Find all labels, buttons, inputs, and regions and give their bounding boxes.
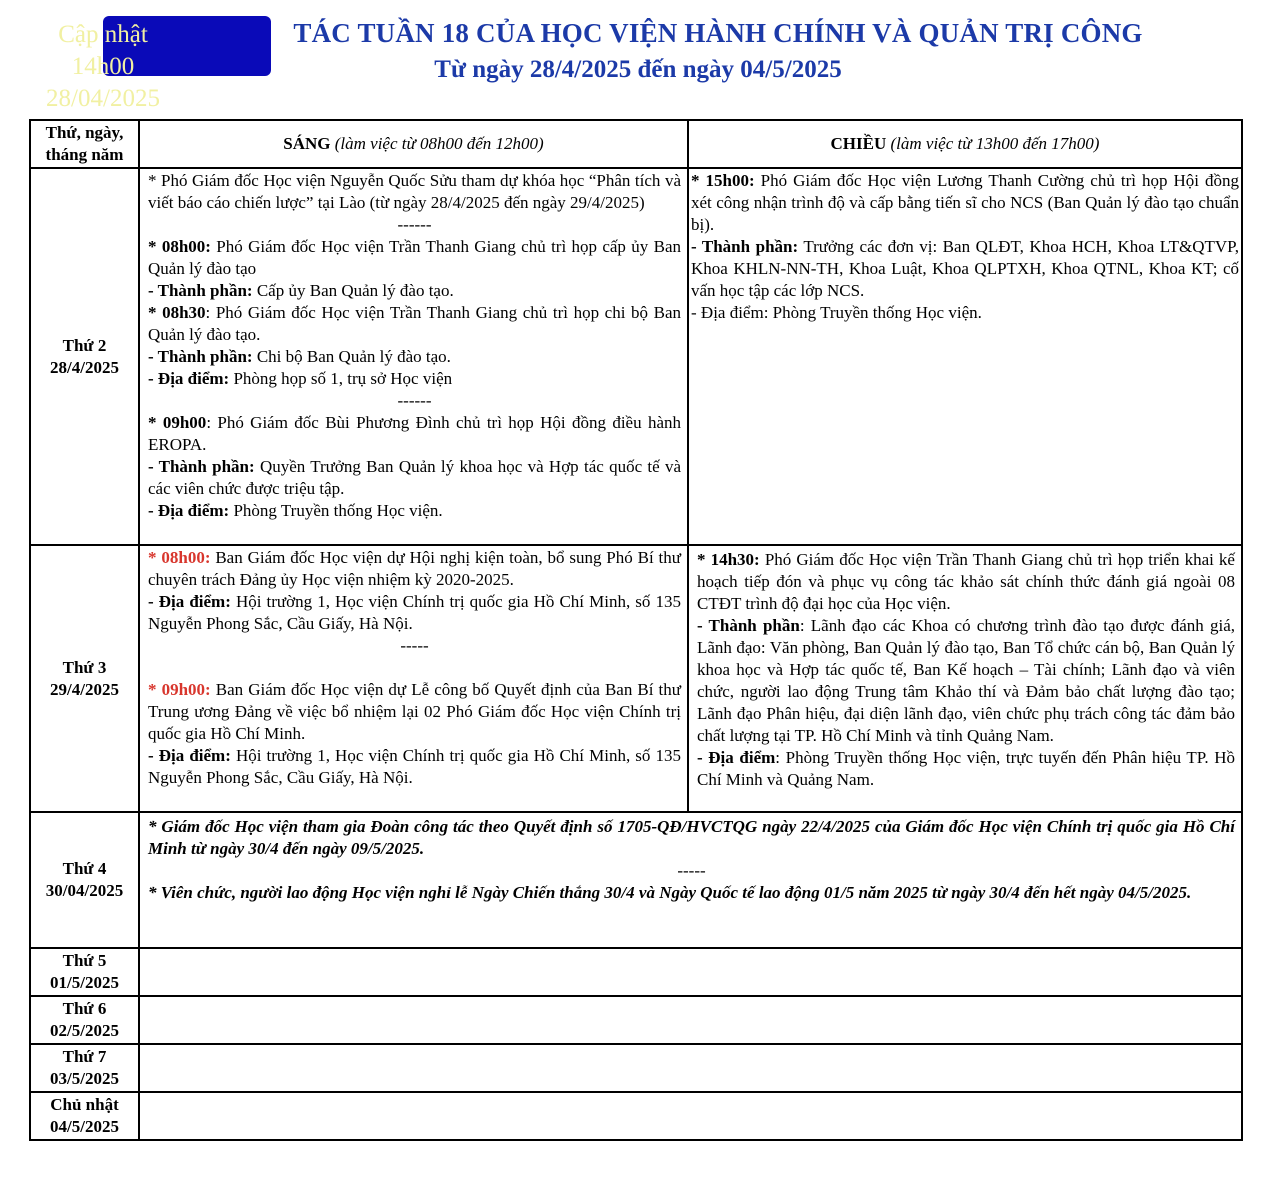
table-row [30,545,1242,812]
day-cell [30,996,139,1044]
event-text: Phó Giám đốc Học viện Trần Thanh Giang chủ trì họp triển khai kế hoạch tiếp đón và phục vụ công tác khảo sát chính thức đánh giá ngoài 08 CTĐT trình độ đại học của Học viện. [697,550,1235,613]
participants-text: Cấp ủy Ban Quản lý đào tạo. [252,281,454,300]
location-label: - Địa điểm: [148,369,230,388]
event-time: * 08h00: [148,237,211,256]
event-time: * 08h30 [148,303,206,322]
update-label: Cập nhật [58,21,148,48]
afternoon-cell [688,168,1242,545]
header-morning [139,120,688,168]
separator: ----- [400,636,429,655]
event-time: * 08h00: [148,548,211,567]
empty-cell [139,996,1242,1044]
day-cell [30,948,139,996]
update-date: 28/04/2025 [46,85,160,112]
event-item [691,170,1239,236]
empty-cell [139,1044,1242,1092]
event-time: * 09h00 [148,413,207,432]
event-text: Ban Giám đốc Học viện dự Hội nghị kiện toàn, bổ sung Phó Bí thư chuyên trách Đảng ủy Học viện nhiệm kỳ 2020-2025. [148,548,681,589]
day-date: 01/5/2025 [50,973,119,992]
participants-text: : Lãnh đạo các Khoa có chương trình đào tạo được đánh giá, Lãnh đạo: Văn phòng, Ban Quản lý đào tạo, Ban Tổ chức cán bộ, Ban Quản lý khoa học và Hợp tác quốc tế, Ban Kế hoạch – Tài chính; Lãnh đạo và viên chức, người lao động Trung tâm Khảo thí và Đảm bảo chất lượng đào tạo; Lãnh đạo Phân hiệu, đại diện lãnh đạo, viên chức phụ trách công tác đảm bảo chất lượng tại TP. Hồ Chí Minh và tỉnh Quảng Nam. [697,616,1236,745]
location-text: Phòng họp số 1, trụ sở Học viện [229,369,453,388]
location-text: Hội trường 1, Học viện Chính trị quốc gia Hồ Chí Minh, số 135 Nguyễn Phong Sắc, Cầu Giấy, Hà Nội. [148,592,681,633]
participants-label: - Thành phần: [691,237,799,256]
title-line-1: TÁC TUẦN 18 CỦA HỌC VIỆN HÀNH CHÍNH VÀ QUẢN TRỊ CÔNG [293,18,1143,48]
header-afternoon-hours: (làm việc từ 13h00 đến 17h00) [890,134,1100,153]
event-item [148,679,681,745]
day-cell [30,168,139,545]
day-name: Thứ 7 [62,1047,107,1066]
event-location [148,591,681,635]
event-participants [148,280,681,302]
header-afternoon-label: CHIỀU [830,134,887,153]
event-text: Phó Giám đốc Học viện Trần Thanh Giang chủ trì họp cấp ủy Ban Quản lý đào tạo [148,237,681,278]
participants-label: - Thành phần [697,616,800,635]
location-label: - Địa điểm [697,748,776,767]
morning-cell [139,168,688,545]
event-participants [148,456,681,500]
day-name: Thứ 2 [62,335,107,355]
schedule-table [29,119,1243,1141]
event-text: : Phó Giám đốc Bùi Phương Đình chủ trì họp Hội đồng điều hành EROPA. [148,413,681,454]
event-location [148,745,681,789]
day-date: 30/04/2025 [45,881,124,900]
spacer [148,657,681,679]
location-label: - Địa điểm: [148,746,231,765]
event-item [148,547,681,591]
empty-cell [139,948,1242,996]
event-participants [691,236,1239,302]
table-row [30,1092,1242,1140]
header-day-line-1: Thứ, ngày, [45,123,124,142]
day-cell [30,812,139,948]
day-name: Thứ 4 [62,859,107,878]
morning-cell [139,545,688,812]
event-location: - Địa điểm: Phòng Truyền thống Học viện. [691,303,982,322]
separator: ------ [397,391,432,410]
participants-label: - Thành phần: [148,281,253,300]
location-text: Phòng Truyền thống Học viện. [229,501,443,520]
event-text: Phó Giám đốc Học viện Lương Thanh Cường chủ trì họp Hội đồng xét công nhận trình độ và cấp bằng tiến sĩ cho NCS (Ban Quản lý đào tạo chuẩn bị). [691,171,1239,234]
location-label: - Địa điểm: [148,501,230,520]
event-item [148,236,681,280]
event-participants [148,346,681,368]
participants-label: - Thành phần: [148,457,255,476]
event-time: * 15h00: [691,171,755,190]
notice-text: * Giám đốc Học viện tham gia Đoàn công tác theo Quyết định số 1705-QĐ/HVCTQG ngày 22/4/2025 của Giám đốc Học viện Chính trị quốc gia Hồ Chí Minh từ ngày 30/4 đến ngày 09/5/2025. [148,817,1235,858]
day-date: 28/4/2025 [50,357,119,377]
location-text: : Phòng Truyền thống Học viện, trực tuyến đến Phân hiệu TP. Hồ Chí Minh và Quảng Nam. [697,748,1236,789]
title-line-2: Từ ngày 28/4/2025 đến ngày 04/5/2025 [434,56,842,83]
empty-cell [139,1092,1242,1140]
day-date: 29/4/2025 [50,679,119,699]
separator: ------ [397,215,432,234]
day-name: Thứ 5 [62,951,107,970]
table-row [30,1044,1242,1092]
update-notice [36,19,170,115]
event-time: * 14h30: [697,550,760,569]
day-date: 03/5/2025 [50,1069,119,1088]
day-name: Chủ nhật [50,1095,119,1114]
day-cell [30,1044,139,1092]
table-row [30,168,1242,545]
table-row [30,812,1242,948]
header-afternoon [688,120,1242,168]
day-cell [30,1092,139,1140]
event-text: * Phó Giám đốc Học viện Nguyễn Quốc Sửu tham dự khóa học “Phân tích và viết báo cáo chiến lược” tại Lào (từ ngày 28/4/2025 đến ngày 29/4/2025) [148,171,681,212]
table-row [30,996,1242,1044]
day-date: 02/5/2025 [50,1021,119,1040]
participants-label: - Thành phần: [148,347,253,366]
event-location [148,368,681,390]
notice-text: * Viên chức, người lao động Học viện nghỉ lễ Ngày Chiến thắng 30/4 và Ngày Quốc tế lao động 01/5 năm 2025 từ ngày 30/4 đến hết ngày 04/5/2025. [148,883,1192,902]
event-participants [697,615,1235,747]
event-item [697,549,1235,615]
header-day-line-2: tháng năm [45,145,124,164]
header-morning-hours: (làm việc từ 08h00 đến 12h00) [334,134,544,153]
table-row [30,948,1242,996]
event-location [148,500,681,522]
event-text: : Phó Giám đốc Học viện Trần Thanh Giang chủ trì họp chi bộ Ban Quản lý đào tạo. [148,303,681,344]
full-day-cell [139,812,1242,948]
participants-text: Chi bộ Ban Quản lý đào tạo. [252,347,451,366]
day-cell [30,545,139,812]
update-time: 14h00 [71,53,135,80]
event-item [148,302,681,346]
location-label: - Địa điểm: [148,592,231,611]
header-row [30,120,1242,168]
participants-text: Trưởng các đơn vị: Ban QLĐT, Khoa HCH, Khoa LT&QTVP, Khoa KHLN-NN-TH, Khoa Luật, Khoa QLPTXH, Khoa QTNL, Khoa KT; cố vấn học tập các lớp NCS. [691,237,1239,300]
day-date: 04/5/2025 [50,1117,119,1136]
day-name: Thứ 3 [62,657,107,677]
event-time: * 09h00: [148,680,211,699]
header-day [30,120,139,168]
location-text: Hội trường 1, Học viện Chính trị quốc gia Hồ Chí Minh, số 135 Nguyễn Phong Sắc, Cầu Giấy, Hà Nội. [148,746,681,787]
event-item [148,412,681,456]
event-location [697,747,1235,791]
event-text: Ban Giám đốc Học viện dự Lễ công bố Quyết định của Ban Bí thư Trung ương Đảng về việc bổ nhiệm lại 02 Phó Giám đốc Học viện Chính trị quốc gia Hồ Chí Minh. [148,680,681,743]
header-morning-label: SÁNG [283,134,331,153]
afternoon-cell [688,545,1242,812]
separator: ----- [677,861,706,880]
day-name: Thứ 6 [62,999,107,1018]
participants-text: Quyền Trưởng Ban Quản lý khoa học và Hợp tác quốc tế và các viên chức được triệu tập. [148,457,681,498]
